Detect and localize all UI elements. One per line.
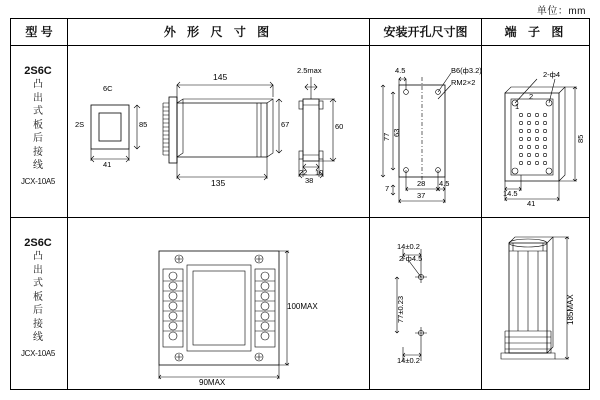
row1-model-cell <box>15 65 61 188</box>
column-divider-1 <box>67 19 68 389</box>
row2-mounting-dim-14-top: 14±0.2 <box>397 242 420 251</box>
row2-model-desc-1: 凸 <box>33 251 43 262</box>
row1-model-code-bottom: JCX-10A5 <box>20 176 56 186</box>
row1-mounting-dim-63: 63 <box>392 128 401 137</box>
row2-model-desc-4: 板 <box>33 291 43 303</box>
row1-model-desc-1: 凸 <box>33 79 43 90</box>
row1-outline-dim-25max: 2.5max <box>297 66 322 75</box>
row2-model-cell <box>15 237 61 360</box>
row2-model-desc-2: 出 <box>33 264 43 276</box>
row1-outline-dim-41: 41 <box>103 160 112 169</box>
row2-mounting-dim-77: 77±0.23 <box>396 295 405 323</box>
row1-terminal-num-2: 2 <box>529 92 534 101</box>
header-divider <box>11 45 589 46</box>
header-terminal: 端 子 图 <box>504 25 568 39</box>
row2-outline-dim-100max: 100MAX <box>287 302 318 311</box>
row2-mounting-dim-14-bottom: 14±0.2 <box>397 356 420 365</box>
row1-terminal-drawing <box>485 49 589 215</box>
row1-mounting-dim-rm2: RM2×2 <box>451 78 476 87</box>
header-model: 型 号 <box>25 25 53 39</box>
row1-terminal-dim-2phi4: 2-ф4 <box>543 70 561 79</box>
row1-model-code: 2S6C <box>24 65 52 77</box>
row1-outline-dim-135: 135 <box>211 178 226 188</box>
row1-outline-dim-85: 85 <box>139 120 148 129</box>
row2-model-desc-6: 接 <box>33 318 43 330</box>
row1-model-desc-7: 线 <box>33 160 43 171</box>
row2-mounting-drawing <box>373 221 479 389</box>
row1-outline-dim-67: 67 <box>281 120 290 129</box>
row1-mounting-dim-7: 7 <box>385 184 390 193</box>
row2-terminal-drawing <box>485 221 589 389</box>
row1-model-desc-4: 板 <box>33 119 43 131</box>
row1-outline-dim-60: 60 <box>335 122 344 131</box>
row1-outline-drawing <box>71 49 367 215</box>
row1-terminal-dim-41: 41 <box>527 199 536 208</box>
row1-outline-dim-22: 22 <box>299 168 308 177</box>
row1-terminal-num-1: 1 <box>515 102 520 111</box>
header-outline: 外 形 尺 寸 图 <box>163 25 274 39</box>
row1-mounting-dim-77: 77 <box>382 132 391 141</box>
row1-outline-dim-6c: 6C <box>103 84 113 93</box>
row2-outline-dim-90max: 90MAX <box>199 378 226 387</box>
row1-mounting-drawing <box>373 49 482 215</box>
row1-outline-dim-145: 145 <box>213 72 228 82</box>
row2-mounting-dim-2phi45: 2-ф4.5 <box>399 254 423 263</box>
row2-model-code-bottom: JCX-10A5 <box>20 348 56 358</box>
header-mounting: 安装开孔尺寸图 <box>383 25 468 39</box>
row1-terminal-dim-145: 14.5 <box>503 189 518 198</box>
column-divider-2 <box>369 19 370 389</box>
row1-mounting-dim-b6: B6(ф3.2) <box>451 66 482 75</box>
row2-outline-drawing <box>71 221 367 389</box>
row1-mounting-dim-28: 28 <box>417 179 426 188</box>
row1-mounting-dim-45-bottom: 4.5 <box>439 179 450 188</box>
row1-outline-dim-2s: 2S <box>75 120 85 129</box>
row1-model-desc-2: 出 <box>33 92 43 104</box>
row1-model-desc-3: 式 <box>33 106 43 117</box>
row-divider <box>11 217 589 218</box>
row2-model-desc-5: 后 <box>33 305 43 316</box>
row1-mounting-dim-45-top: 4.5 <box>395 66 406 75</box>
row1-mounting-dim-37: 37 <box>417 191 426 200</box>
row1-outline-dim-38: 38 <box>305 176 314 185</box>
row2-model-desc-7: 线 <box>33 332 43 343</box>
row2-model-code: 2S6C <box>24 237 52 249</box>
row2-terminal-dim-185max: 185MAX <box>566 294 575 325</box>
unit-note: 单位：mm <box>536 6 586 17</box>
row2-model-desc-3: 式 <box>33 278 43 289</box>
row1-model-desc-5: 后 <box>33 133 43 144</box>
row1-model-desc-6: 接 <box>33 146 43 158</box>
dimension-table <box>10 18 590 390</box>
row1-outline-dim-10: 10 <box>315 168 324 177</box>
row1-terminal-dim-85: 85 <box>576 134 585 143</box>
